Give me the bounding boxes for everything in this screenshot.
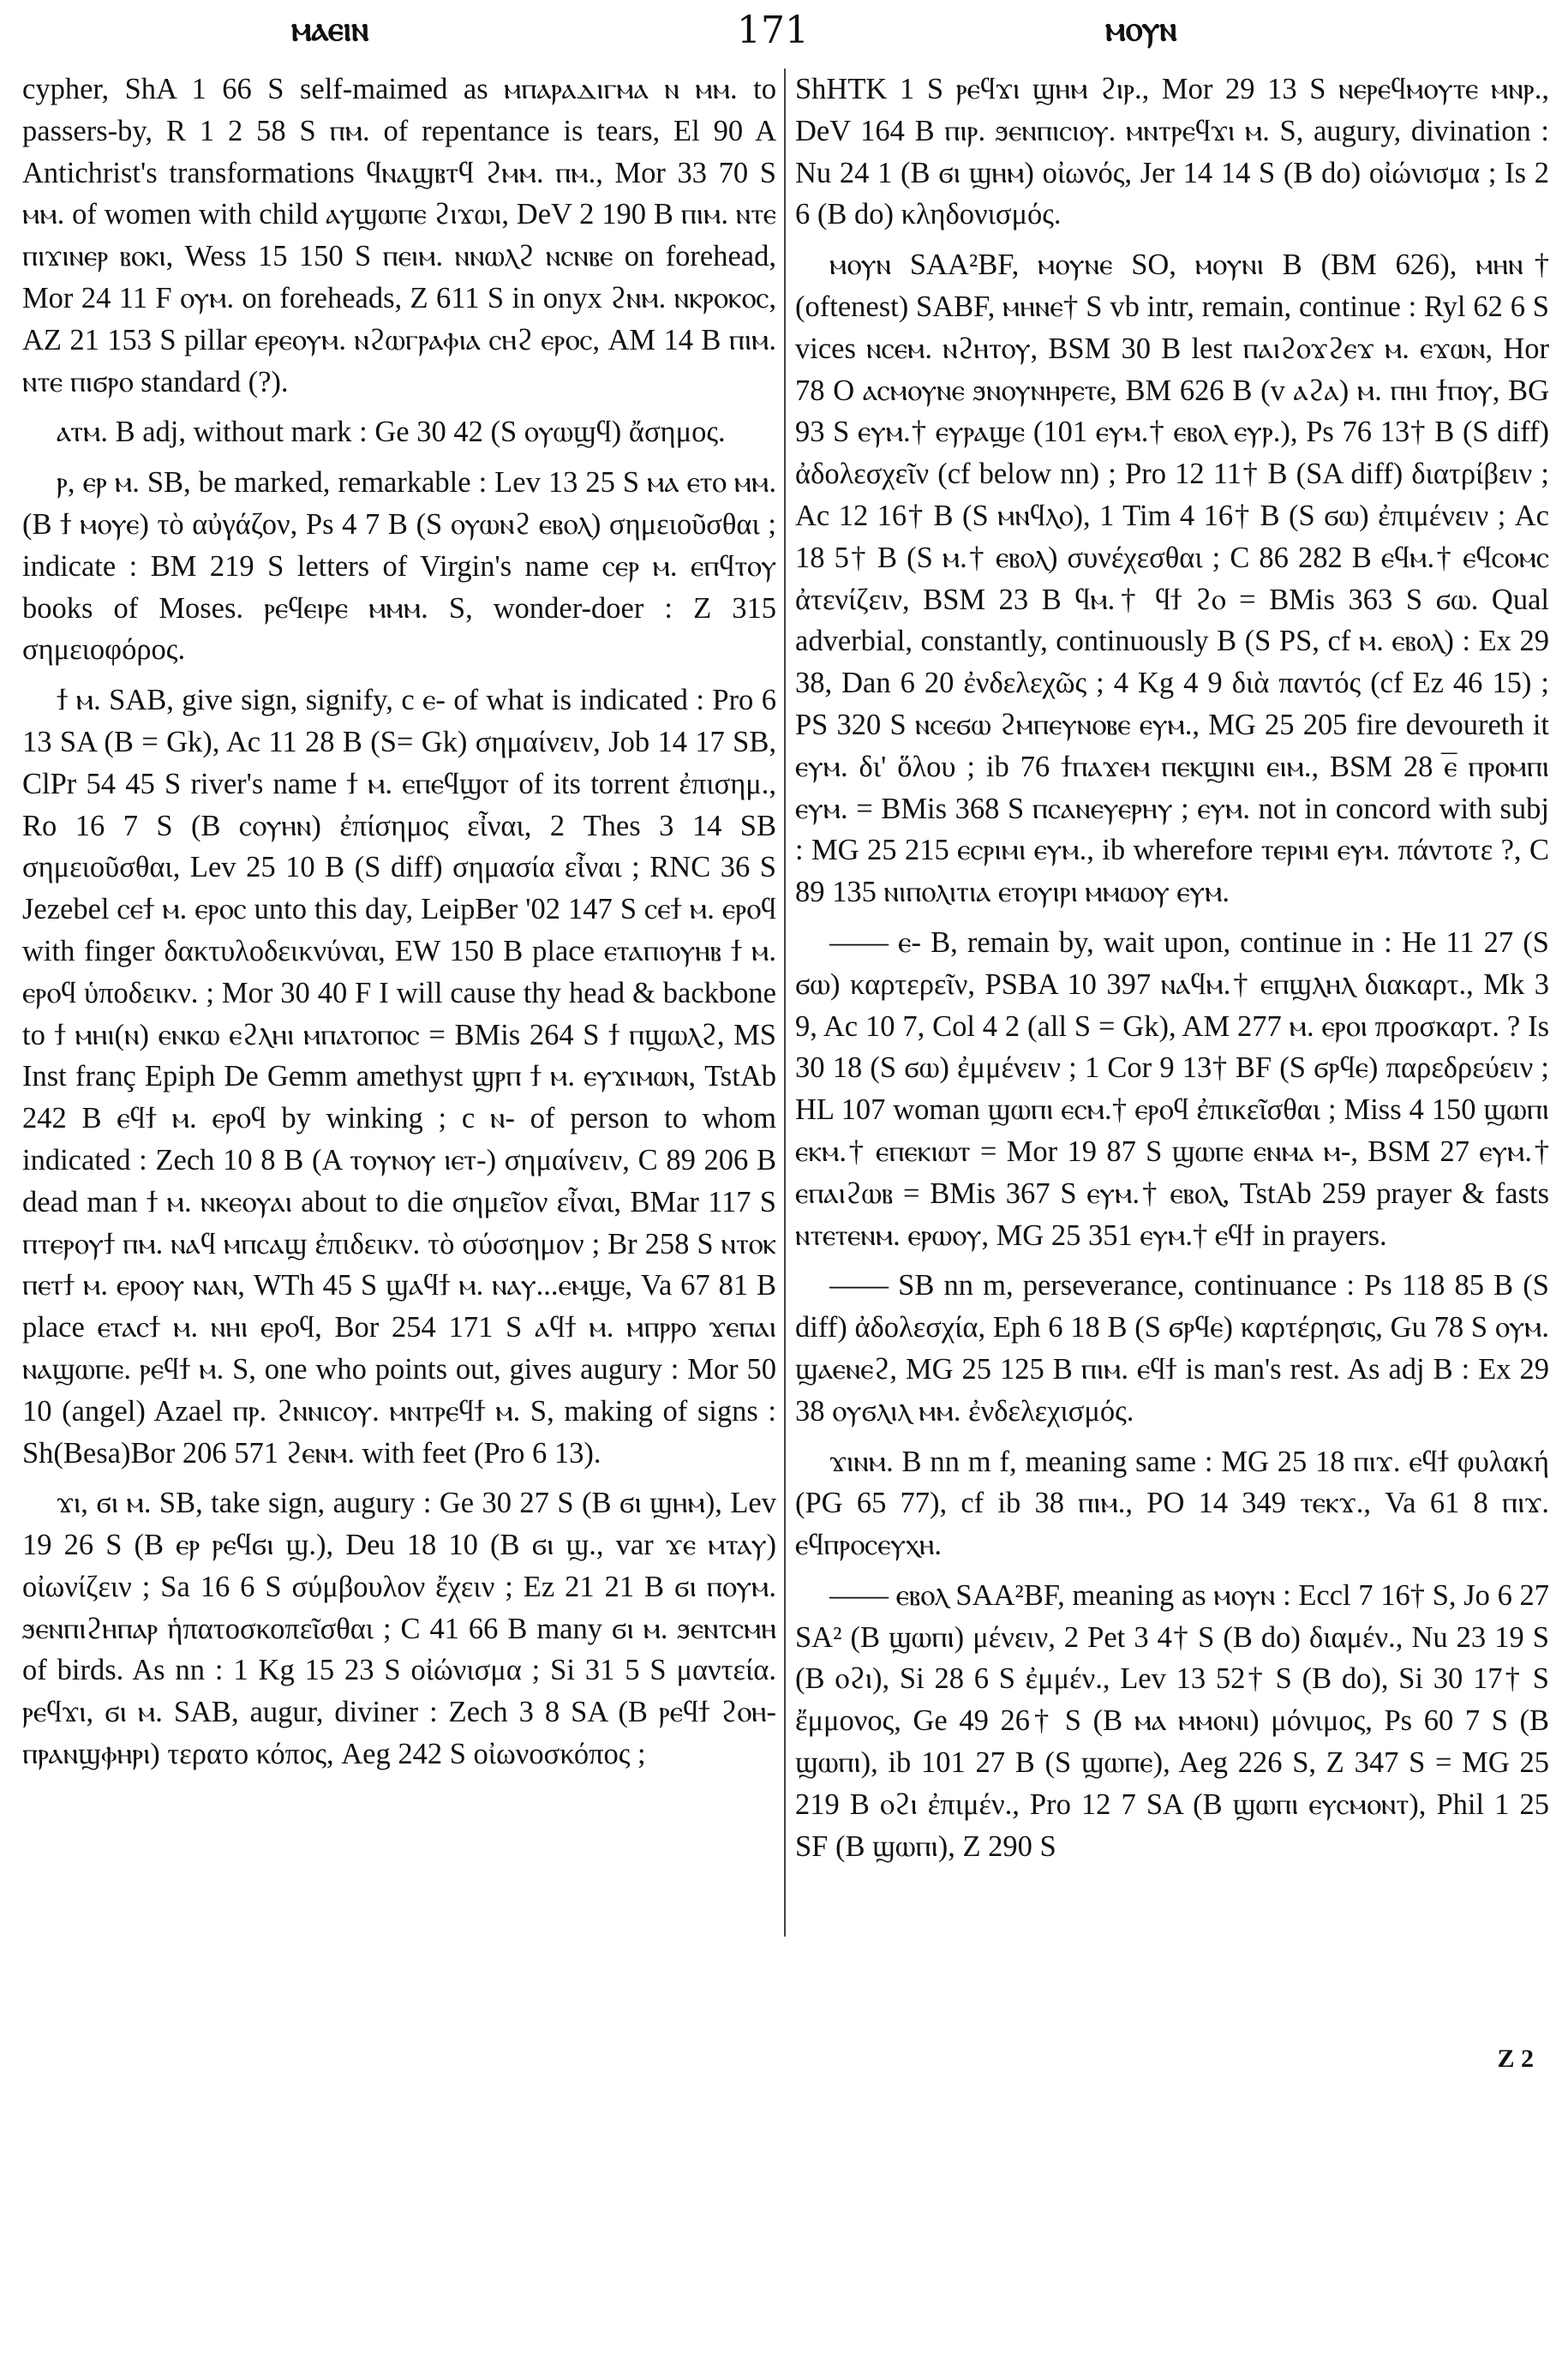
entry-paragraph: ⲙⲟⲩⲛ SAA²BF, ⲙⲟⲩⲛⲉ SO, ⲙⲟⲩⲛⲓ B (BM 626), ⲙⲏⲛ† (oftenest) SABF, ⲙⲏⲛⲉ† S vb intr, remain, continue : Ryl 62 6 S vices ⲛⲥⲉⲙ. ⲛϩⲏⲧⲟⲩ, BSM 30 B lest ⲡⲁⲓϩⲟϫϩⲉϫ ⲙ. ⲉϫⲱⲛ, Hor 78 O ⲁⲥⲙⲟⲩⲛⲉ ϧⲛⲟⲩⲛⲏⲣⲉⲧⲉ, BM 626 B (v ⲁϩⲁ) ⲙ. ⲡⲏⲓ ϯⲡⲟⲩ, BG 93 S ⲉⲩⲙ.† ⲉⲩⲣⲁϣⲉ (101 ⲉⲩⲙ.† ⲉⲃⲟⲗ ⲉⲩⲣ.), Ps 76 13† B (S diff) ἀδολεσχεῖν (cf below nn) ; Pro 12 11† B (SA diff) διατρίβειν ; Ac 12 16† B (S ⲙⲛϥⲗⲟ), 1 Tim 4 16† B (S ϭⲱ) ἐπιμένειν ; Ac 18 5† B (S ⲙ.† ⲉⲃⲟⲗ) συνέχεσθαι ; C 86 282 B ⲉϥⲙ.† ⲉϥⲥⲟⲙⲥ ἀτενίζειν, BSM 23 B ϥⲙ.† ϥϯ ϩⲟ = BMis 363 S ϭⲱ. Qual adverbial, constantly, continuously B (S PS, cf ⲙ. ⲉⲃⲟⲗ) : Ex 29 38, Dan 6 20 ἐνδελεχῶς ; 4 Kg 4 9 διὰ παντός (cf Ez 46 15) ; PS 320 S ⲛⲥⲉϭⲱ ϩⲙⲡⲉⲩⲛⲟⲃⲉ ⲉⲩⲙ., MG 25 205 fire devoureth it ⲉⲩⲙ. δι' ὅλου ; ib 76 ϯⲡⲁϫⲉⲙ ⲡⲉⲕϣⲓⲛⲓ ⲉⲓⲙ., BSM 28 ⲉ̅ ⲡⲣⲟⲙⲡⲓ ⲉⲩⲙ. = BMis 368 S ⲡⲥⲁⲛⲉⲩⲉⲣⲏⲩ ; ⲉⲩⲙ. not in concord with subj : MG 25 215 ⲉⲥⲣⲓⲙⲓ ⲉⲩⲙ., ib wherefore ⲧⲉⲣⲓⲙⲓ ⲉⲩⲙ. πάντοτε ?, C 89 135 ⲛⲓⲡⲟⲗⲓⲧⲓⲁ ⲉⲧⲟⲩⲓⲣⲓ ⲙⲙⲱⲟⲩ ⲉⲩⲙ.: [795, 248, 1549, 909]
entry-paragraph: cypher, ShA 1 66 S self-maimed as ⲙⲡⲁⲣⲁⲇⲓⲅⲙⲁ ⲛ ⲙⲙ. to passers-by, R 1 2 58 S ⲡⲙ. of repentance is tears, El 90 A Antichrist's transformations ϥⲛⲁϣⲃⲧϥ ϩⲙⲙ. ⲡⲙ., Mor 33 70 S ⲙⲙ. of women with child ⲁⲩϣⲱⲡⲉ ϩⲓϫⲱⲓ, DeV 2 190 B ⲡⲓⲙ. ⲛⲧⲉ ⲡⲓϫⲓⲛⲉⲣ ⲃⲟⲕⲓ, Wess 15 150 S ⲡⲉⲓⲙ. ⲛⲛⲱⲗϩ ⲛⲥⲛⲃⲉ on forehead, Mor 24 11 F ⲟⲩⲙ. on foreheads, Z 611 S in onyx ϩⲛⲙ. ⲛⲕⲣⲟⲕⲟⲥ, AZ 21 153 S pillar ⲉⲣⲉⲟⲩⲙ. ⲛϩⲱⲅⲣⲁⲫⲓⲁ ⲥⲏϩ ⲉⲣⲟⲥ, AM 14 B ⲡⲓⲙ. ⲛⲧⲉ ⲡⲓϭⲣⲟ standard (?).: [22, 73, 776, 398]
page-header: [0, 9, 1568, 62]
header-left-headword: ⲙⲁⲉⲓⲛ: [291, 9, 369, 49]
entry-paragraph: —— ⲉ- B, remain by, wait upon, continue in : He 11 27 (S ϭⲱ) καρτερεῖν, PSBA 10 397 ⲛⲁϥⲙ.† ⲉⲡϣⲗⲏⲗ διακαρτ., Mk 3 9, Ac 10 7, Col 4 2 (all S = Gk), AM 277 ⲙ. ⲉⲣⲟⲓ προσκαρτ. ? Is 30 18 (S ϭⲱ) ἐμμένειν ; 1 Cor 9 13† BF (S ϭⲣϥⲉ) παρεδρεύειν ; HL 107 woman ϣⲱⲡⲓ ⲉⲥⲙ.† ⲉⲣⲟϥ ἐπικεῖσθαι ; Miss 4 150 ϣⲱⲡⲓ ⲉⲕⲙ.† ⲉⲡⲉⲕⲓⲱⲧ = Mor 19 87 S ϣⲱⲡⲉ ⲉⲛⲙⲁ ⲙ-, BSM 27 ⲉⲩⲙ.† ⲉⲡⲁⲓϩⲱⲃ = BMis 367 S ⲉⲩⲙ.† ⲉⲃⲟⲗ, TstAb 259 prayer & fasts ⲛⲧⲉⲧⲉⲛⲙ. ⲉⲣⲱⲟⲩ, MG 25 351 ⲉⲩⲙ.† ⲉϥϯ in prayers.: [795, 925, 1549, 1252]
entry-paragraph: ϯ ⲙ. SAB, give sign, signify, c ⲉ- of what is indicated : Pro 6 13 SA (B = Gk), Ac 11 28 B (S= Gk) σημαίνειν, Job 14 17 SB, ClPr 54 45 S river's name ϯ ⲙ. ⲉⲡⲉϥϣⲟⲧ of its torrent ἐπισημ., Ro 16 7 S (B ⲥⲟⲩⲏⲛ) ἐπίσημος εἶναι, 2 Thes 3 14 SB σημειοῦσθαι, Lev 25 10 B (S diff) σημασία εἶναι ; RNC 36 S Jezebel ⲥⲉϯ ⲙ. ⲉⲣⲟⲥ unto this day, LeipBer '02 147 S ⲥⲉϯ ⲙ. ⲉⲣⲟϥ with finger δακτυλοδεικνύναι, EW 150 B place ⲉⲧⲁⲡⲓⲟⲩⲏⲃ ϯ ⲙ. ⲉⲣⲟϥ ὑποδεικν. ; Mor 30 40 F I will cause thy head & backbone to ϯ ⲙⲏⲓ(ⲛ) ⲉⲛⲕⲱ ⲉϩⲗⲏⲓ ⲙⲡⲁⲧⲟⲡⲟⲥ = BMis 264 S ϯ ⲡϣⲱⲗϩ, MS Inst franç Epiph De Gemm amethyst ϣⲣⲡ ϯ ⲙ. ⲉⲩϫⲓⲙⲱⲛ, TstAb 242 B ⲉϥϯ ⲙ. ⲉⲣⲟϥ by winking ; c ⲛ- of person to whom indicated : Zech 10 8 B (A ⲧⲟⲩⲛⲟⲩ ⲓⲉⲧ-) σημαίνειν, C 89 206 B dead man ϯ ⲙ. ⲛⲕⲉⲟⲩⲁⲓ about to die σημεῖον εἶναι, BMar 117 S ⲡⲧⲉⲣⲟⲩϯ ⲡⲙ. ⲛⲁϥ ⲙⲡⲥⲁϣ ἐπιδεικν. τὸ σύσσημον ; Br 258 S ⲛⲧⲟⲕ ⲡⲉⲧϯ ⲙ. ⲉⲣⲟⲟⲩ ⲛⲁⲛ, WTh 45 S ϣⲁϥϯ ⲙ. ⲛⲁⲩ...ⲉⲙϣⲉ, Va 67 81 B place ⲉⲧⲁⲥϯ ⲙ. ⲛⲏⲓ ⲉⲣⲟϥ, Bor 254 171 S ⲁϥϯ ⲙ. ⲙⲡⲣⲣⲟ ϫⲉⲡⲁⲓ ⲛⲁϣⲱⲡⲉ. ⲣⲉϥϯ ⲙ. S, one who points out, gives augury : Mor 50 10 (angel) Azael ⲡⲣ. ϩⲛⲛⲓⲥⲟⲩ. ⲙⲛⲧⲣⲉϥϯ ⲙ. S, making of signs : Sh(Besa)Bor 206 571 ϩⲉⲛⲙ. with feet (Pro 6 13).: [22, 684, 776, 1470]
entry-paragraph: ϫⲓⲛⲙ. B nn m f, meaning same : MG 25 18 ⲡⲓϫ. ⲉϥϯ φυλακή (PG 65 77), cf ib 38 ⲡⲓⲙ., PO 14 349 ⲧⲉⲕϫ., Va 61 8 ⲡⲓϫ. ⲉϥⲡⲣⲟⲥⲉⲩⲭⲏ.: [795, 1445, 1549, 1562]
right-column: [795, 69, 1549, 1876]
entry-paragraph: ShHTK 1 S ⲣⲉϥϫⲓ ϣⲏⲙ ϩⲓⲣ., Mor 29 13 S ⲛⲉⲣⲉϥⲙⲟⲩⲧⲉ ⲙⲛⲣ., DeV 164 B ⲡⲓⲣ. ϧⲉⲛⲡⲓⲥⲓⲟⲩ. ⲙⲛⲧⲣⲉϥϫⲓ ⲙ. S, augury, divination : Nu 24 1 (B ϭⲓ ϣⲏⲙ) οἰωνός, Jer 14 14 S (B do) οἰώνισμα ; Is 2 6 (B do) κληδονισμός.: [795, 73, 1549, 231]
column-divider: [784, 69, 786, 1937]
entry-paragraph: —— SB nn m, perseverance, continuance : Ps 118 85 B (S diff) ἀδολεσχία, Eph 6 18 B (S ϭⲣϥⲉ) καρτέρησις, Gu 78 S ⲟⲩⲙ. ϣⲁⲉⲛⲉϩ, MG 25 125 B ⲡⲓⲙ. ⲉϥϯ is man's rest. As adj B : Ex 29 38 ⲟⲩϭⲗⲓⲗ ⲙⲙ. ἐνδελεχισμός.: [795, 1269, 1549, 1428]
entry-paragraph: ⲁⲧⲙ. B adj, without mark : Ge 30 42 (S ⲟⲩⲱϣϥ) ἄσημος.: [57, 416, 726, 449]
left-column: [22, 69, 776, 1784]
signature-mark: Z 2: [1497, 2045, 1534, 2073]
page-number: 171: [737, 9, 809, 52]
entry-paragraph: —— ⲉⲃⲟⲗ SAA²BF, meaning as ⲙⲟⲩⲛ : Eccl 7 16† S, Jo 6 27 SA² (B ϣⲱⲡⲓ) μένειν, 2 Pet 3 4† S (B do) διαμέν., Nu 23 19 S (B ⲟϩⲓ), Si 28 6 S ἐμμέν., Lev 13 52† S (B do), Si 30 17† S ἔμμονος, Ge 49 26† S (B ⲙⲁ ⲙⲙⲟⲛⲓ) μόνιμος, Ps 60 7 S (B ϣⲱⲡⲓ), ib 101 27 B (S ϣⲱⲡⲉ), Aeg 226 S, Z 347 S = MG 25 219 B ⲟϩⲓ ἐπιμέν., Pro 12 7 SA (B ϣⲱⲡⲓ ⲉⲩⲥⲙⲟⲛⲧ), Phil 1 25 SF (B ϣⲱⲡⲓ), Z 290 S: [795, 1578, 1549, 1863]
header-right-headword: ⲙⲟⲩⲛ: [1105, 9, 1177, 49]
entry-paragraph: ⲣ, ⲉⲣ ⲙ. SB, be marked, remarkable : Lev 13 25 S ⲙⲁ ⲉⲧⲟ ⲙⲙ. (B ϯ ⲙⲟⲩⲉ) τὸ αὐγάζον, Ps 4 7 B (S ⲟⲩⲱⲛϩ ⲉⲃⲟⲗ) σημειοῦσθαι ; indicate : BM 219 S letters of Virgin's name ⲥⲉⲣ ⲙ. ⲉⲡϥⲧⲟⲩ books of Moses. ⲣⲉϥⲉⲓⲣⲉ ⲙⲙⲙ. S, wonder-doer : Z 315 σημειοφόρος.: [22, 466, 776, 667]
entry-paragraph: ϫⲓ, ϭⲓ ⲙ. SB, take sign, augury : Ge 30 27 S (B ϭⲓ ϣⲏⲙ), Lev 19 26 S (B ⲉⲣ ⲣⲉϥϭⲓ ϣ.), Deu 18 10 (B ϭⲓ ϣ., var ϫⲉ ⲙⲧⲁⲩ) οἰωνίζειν ; Sa 16 6 S σύμβουλον ἔχειν ; Ez 21 21 B ϭⲓ ⲡⲟⲩⲙ. ϧⲉⲛⲡⲓϩⲏⲡⲁⲣ ἡπατοσκοπεῖσθαι ; C 41 66 B many ϭⲓ ⲙ. ϧⲉⲛⲧⲥⲙⲏ of birds. As nn : 1 Kg 15 23 S οἰώνισμα ; Si 31 5 S μαντεία. ⲣⲉϥϫⲓ, ϭⲓ ⲙ. SAB, augur, diviner : Zech 3 8 SA (B ⲣⲉϥϯ ϩⲟⲏ- ⲡⲣⲁⲛϣⲫⲏⲣⲓ) τερατο κόπος, Aeg 242 S οἰωνοσκόπος ;: [22, 1487, 776, 1771]
